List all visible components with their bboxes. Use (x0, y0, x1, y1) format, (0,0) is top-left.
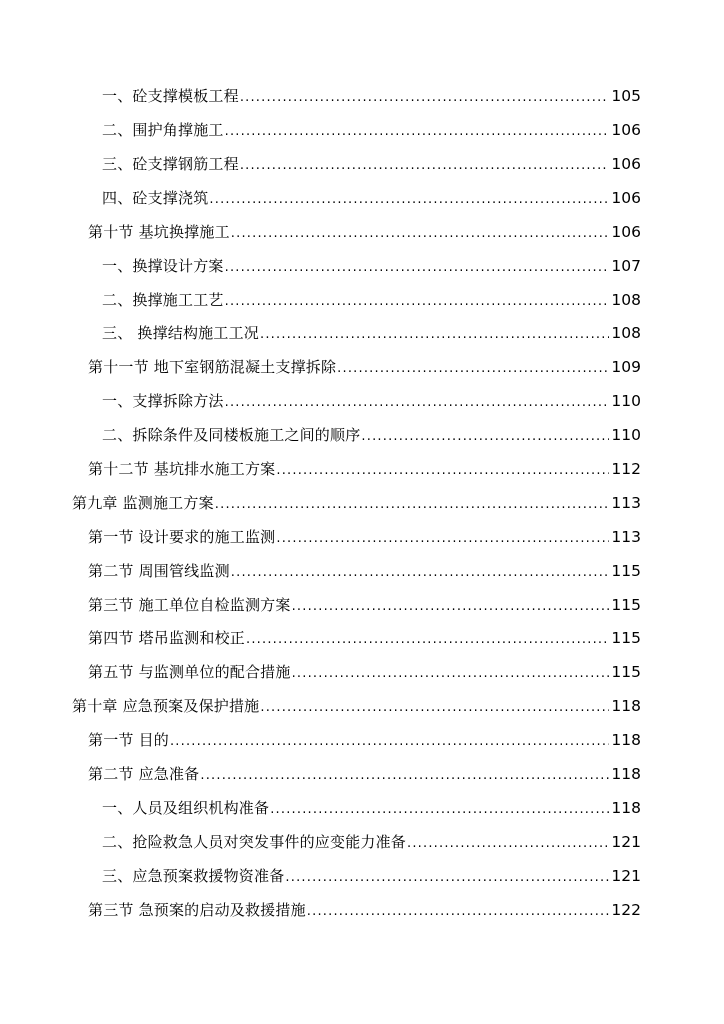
toc-entry[interactable] (0, 182, 724, 216)
toc-dot-leader (225, 396, 610, 409)
toc-entry-title: 一、换撑设计方案 (102, 256, 224, 275)
toc-entry-page-number: 110 (611, 392, 641, 411)
toc-dot-leader (200, 769, 609, 782)
toc-entry-page-number: 106 (611, 121, 641, 140)
toc-entry-title: 第十节 基坑换撑施工 (88, 222, 230, 241)
toc-dot-leader (170, 735, 609, 748)
toc-entry-page-number: 109 (611, 358, 641, 377)
toc-entry[interactable] (0, 656, 724, 690)
toc-entry-title: 二、拆除条件及同楼板施工之间的顺序 (102, 426, 361, 445)
toc-entry[interactable] (0, 724, 724, 758)
toc-entry-line (102, 832, 641, 851)
toc-entry-title: 四、砼支撑浇筑 (102, 188, 209, 207)
toc-dot-leader (270, 803, 609, 816)
toc-entry-line (88, 767, 641, 783)
toc-entry-line (102, 256, 641, 275)
toc-entry-line (102, 188, 641, 207)
toc-entry-line (102, 798, 641, 817)
toc-dot-leader (231, 566, 610, 579)
toc-entry-title: 第四节 塔吊监测和校正 (88, 629, 245, 648)
toc-dot-leader (225, 261, 610, 274)
toc-entry-line (88, 595, 641, 614)
toc-entry[interactable] (0, 351, 724, 385)
toc-entry-page-number: 118 (611, 798, 641, 817)
toc-entry[interactable] (0, 487, 724, 521)
toc-entry-title: 二、围护角撑施工 (102, 121, 224, 140)
toc-dot-leader (260, 701, 609, 714)
toc-entry-line (102, 89, 641, 105)
toc-entry-line (88, 527, 641, 546)
toc-dot-leader (276, 532, 609, 545)
toc-entry-page-number: 115 (611, 663, 641, 682)
toc-entry-line (88, 360, 641, 376)
toc-entry[interactable] (0, 80, 724, 114)
toc-entry-title: 一、人员及组织机构准备 (102, 798, 270, 817)
toc-entry-line (102, 394, 641, 410)
toc-entry-page-number: 105 (611, 87, 641, 106)
toc-dot-leader (215, 498, 610, 511)
toc-entry[interactable] (0, 588, 724, 622)
toc-entry-page-number: 118 (611, 765, 641, 783)
toc-entry-line (88, 733, 641, 749)
toc-entry[interactable] (0, 758, 724, 792)
toc-entry-title: 第三节 急预案的启动及救援措施 (88, 900, 306, 919)
toc-dot-leader (225, 125, 610, 138)
toc-entry[interactable] (0, 826, 724, 860)
toc-entry[interactable] (0, 521, 724, 555)
toc-entry[interactable] (0, 893, 724, 927)
toc-entry-page-number: 115 (611, 561, 641, 580)
toc-entry-title: 第九章 监测施工方案 (72, 493, 214, 512)
toc-entry-title: 第一节 设计要求的施工监测 (88, 527, 276, 546)
toc-entry-line (72, 699, 641, 715)
toc-dot-leader (260, 328, 609, 341)
toc-entry[interactable] (0, 859, 724, 893)
toc-entry-title: 第十一节 地下室钢筋混凝土支撑拆除 (88, 358, 337, 377)
toc-dot-leader (292, 600, 610, 613)
toc-dot-leader (209, 193, 609, 206)
toc-entry-title: 三、砼支撑钢筋工程 (102, 154, 239, 173)
toc-entry-title: 第二节 应急准备 (88, 765, 200, 783)
toc-entry-line (72, 493, 641, 512)
toc-entry[interactable] (0, 148, 724, 182)
toc-entry-page-number: 108 (611, 290, 641, 309)
toc-dot-leader (240, 159, 610, 172)
toc-entry-page-number: 115 (611, 629, 641, 648)
toc-entry-page-number: 113 (611, 493, 641, 512)
toc-entry-page-number: 107 (611, 256, 641, 275)
toc-entry-title: 二、抢险救急人员对突发事件的应变能力准备 (102, 832, 407, 851)
toc-entry[interactable] (0, 690, 724, 724)
toc-entry-title: 三、应急预案救援物资准备 (102, 866, 285, 885)
toc-entry-page-number: 110 (611, 426, 641, 445)
toc-entry-page-number: 108 (611, 324, 641, 343)
toc-dot-leader (225, 295, 610, 308)
toc-dot-leader (276, 464, 609, 477)
toc-entry-title: 第二节 周围管线监测 (88, 561, 230, 580)
toc-entry-page-number: 122 (611, 900, 641, 919)
toc-entry-page-number: 106 (611, 154, 641, 173)
toc-dot-leader (361, 430, 609, 443)
toc-entry-line (102, 154, 641, 173)
toc-entry-page-number: 113 (611, 527, 641, 546)
toc-entry-line (88, 665, 641, 681)
toc-entry-page-number: 112 (611, 459, 641, 478)
toc-entry[interactable] (0, 792, 724, 826)
toc-entry[interactable] (0, 249, 724, 283)
toc-entry[interactable] (0, 554, 724, 588)
toc-entry-title: 一、砼支撑模板工程 (102, 87, 239, 106)
toc-entry-line (88, 900, 641, 919)
toc-entry-title: 第十章 应急预案及保护措施 (72, 697, 260, 716)
toc-entry-line (102, 428, 641, 444)
toc-entry-line (88, 561, 641, 580)
toc-entry-line (102, 326, 641, 342)
toc-entry-title: 第一节 目的 (88, 731, 169, 750)
toc-entry-title: 第五节 与监测单位的配合措施 (88, 663, 291, 682)
toc-entry-line (102, 866, 641, 885)
toc-dot-leader (231, 227, 610, 240)
toc-entry-page-number: 106 (611, 188, 641, 207)
toc-entry[interactable] (0, 317, 724, 351)
toc-entry-line (102, 290, 641, 309)
toc-entry[interactable] (0, 419, 724, 453)
toc-dot-leader (307, 905, 610, 918)
toc-entry-title: 三、 换撑结构施工工况 (102, 324, 259, 343)
toc-entry-line (88, 631, 641, 647)
toc-entry[interactable] (0, 216, 724, 250)
toc-entry[interactable] (0, 385, 724, 419)
toc-entry[interactable] (0, 453, 724, 487)
toc-entry-title: 第三节 施工单位自检监测方案 (88, 595, 291, 614)
toc-entry[interactable] (0, 283, 724, 317)
toc-entry-title: 二、换撑施工工艺 (102, 290, 224, 309)
toc-dot-leader (285, 871, 609, 884)
toc-entry-line (88, 222, 641, 241)
toc-entry-title: 一、支撑拆除方法 (102, 392, 224, 411)
toc-dot-leader (407, 837, 609, 850)
toc-entry[interactable] (0, 114, 724, 148)
toc-dot-leader (292, 667, 610, 680)
toc-entry-title: 第十二节 基坑排水施工方案 (88, 459, 276, 478)
toc-entry-page-number: 121 (611, 832, 641, 851)
toc-entry-page-number: 118 (611, 731, 641, 750)
toc-entry-page-number: 115 (611, 595, 641, 614)
table-of-contents (0, 80, 724, 927)
toc-entry-page-number: 121 (611, 866, 641, 885)
toc-entry-line (102, 123, 641, 139)
toc-entry-line (88, 459, 641, 478)
toc-dot-leader (337, 362, 609, 375)
toc-dot-leader (246, 633, 609, 646)
toc-entry-page-number: 118 (611, 697, 641, 716)
toc-dot-leader (240, 91, 610, 104)
toc-entry[interactable] (0, 622, 724, 656)
toc-entry-page-number: 106 (611, 222, 641, 241)
